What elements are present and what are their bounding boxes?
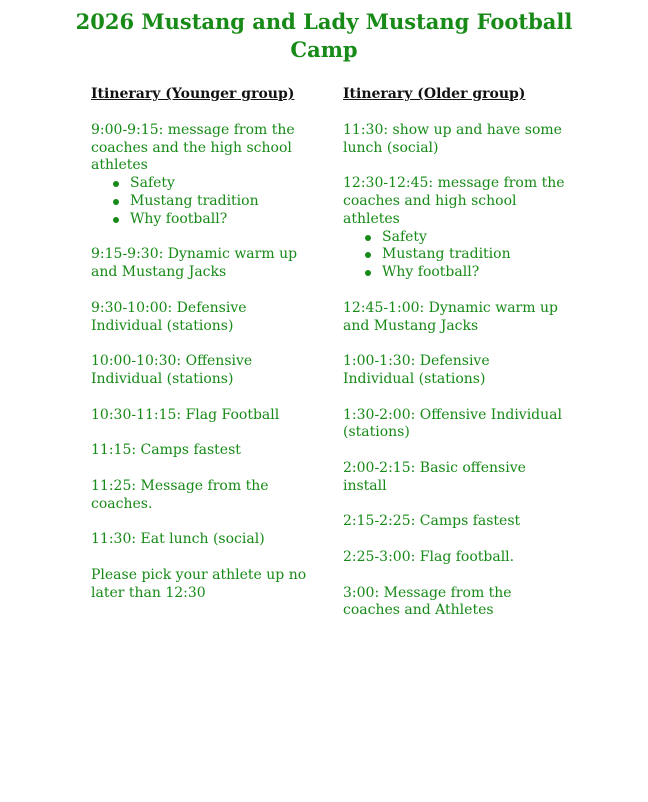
agenda-bullet-list xyxy=(91,175,313,228)
itinerary-entry xyxy=(343,549,565,567)
itinerary-entry xyxy=(91,300,313,336)
itinerary-entry-text: 12:30-12:45: message from the coaches and high school athletes xyxy=(343,175,565,227)
itinerary-entry xyxy=(91,442,313,460)
itinerary-entry-text: 11:30: show up and have some lunch (social) xyxy=(343,121,562,156)
itinerary-entry-text: 2:00-2:15: Basic offensive install xyxy=(343,459,526,494)
itinerary-entry-text: 10:00-10:30: Offensive Individual (stations) xyxy=(91,353,253,387)
older-group-itinerary xyxy=(343,122,565,620)
itinerary-entry-text: 2:25-3:00: Flag football. xyxy=(343,548,515,565)
agenda-bullet-list xyxy=(343,229,565,282)
itinerary-entry xyxy=(91,567,313,603)
itinerary-entry xyxy=(343,407,565,443)
younger-group-column xyxy=(91,86,313,620)
itinerary-entry xyxy=(91,122,313,229)
itinerary-entry xyxy=(91,478,313,514)
itinerary-entry xyxy=(343,513,565,531)
itinerary-entry-text: 11:30: Eat lunch (social) xyxy=(91,531,265,548)
itinerary-entry-text: 3:00: Message from the coaches and Athletes xyxy=(343,584,512,619)
itinerary-entry xyxy=(91,353,313,389)
itinerary-entry-text: 1:00-1:30: Defensive Individual (stations) xyxy=(343,353,490,387)
itinerary-entry-text: 9:00-9:15: message from the coaches and the high school athletes xyxy=(91,121,295,174)
agenda-bullet-item: Why football? xyxy=(91,211,313,229)
itinerary-entry xyxy=(343,460,565,496)
itinerary-entry-text: 9:30-10:00: Defensive Individual (stations) xyxy=(91,299,247,334)
itinerary-entry-text: 11:15: Camps fastest xyxy=(91,442,241,459)
itinerary-entry-text: Please pick your athlete up no later than 12:30 xyxy=(91,566,307,601)
agenda-bullet-item: Safety xyxy=(343,229,565,247)
agenda-bullet-item: Safety xyxy=(91,175,313,193)
agenda-bullet-item: Mustang tradition xyxy=(91,193,313,211)
itinerary-entry xyxy=(91,407,313,425)
page-title: 2026 Mustang and Lady Mustang Football Camp xyxy=(75,9,573,62)
agenda-bullet-item: Why football? xyxy=(343,264,565,282)
itinerary-entry-text: 11:25: Message from the coaches. xyxy=(91,477,269,512)
itinerary-entry-text: 9:15-9:30: Dynamic warm up and Mustang Jacks xyxy=(91,246,298,281)
older-group-heading: Itinerary (Older group) xyxy=(343,86,526,102)
itinerary-entry-text: 10:30-11:15: Flag Football xyxy=(91,406,280,423)
younger-group-heading: Itinerary (Younger group) xyxy=(91,86,295,102)
older-group-column xyxy=(343,86,565,638)
itinerary-entry xyxy=(343,353,565,389)
itinerary-entry xyxy=(343,122,565,158)
itinerary-entry xyxy=(343,175,565,282)
itinerary-entry xyxy=(91,531,313,549)
itinerary-entry xyxy=(91,246,313,282)
itinerary-entry-text: 2:15-2:25: Camps fastest xyxy=(343,513,521,530)
itinerary-entry xyxy=(343,300,565,336)
itinerary-entry-text: 12:45-1:00: Dynamic warm up and Mustang Jacks xyxy=(343,299,558,334)
itinerary-entry-text: 1:30-2:00: Offensive Individual (stations) xyxy=(343,406,562,441)
itinerary-entry xyxy=(343,585,565,621)
agenda-bullet-item: Mustang tradition xyxy=(343,246,565,264)
younger-group-itinerary xyxy=(91,122,313,603)
